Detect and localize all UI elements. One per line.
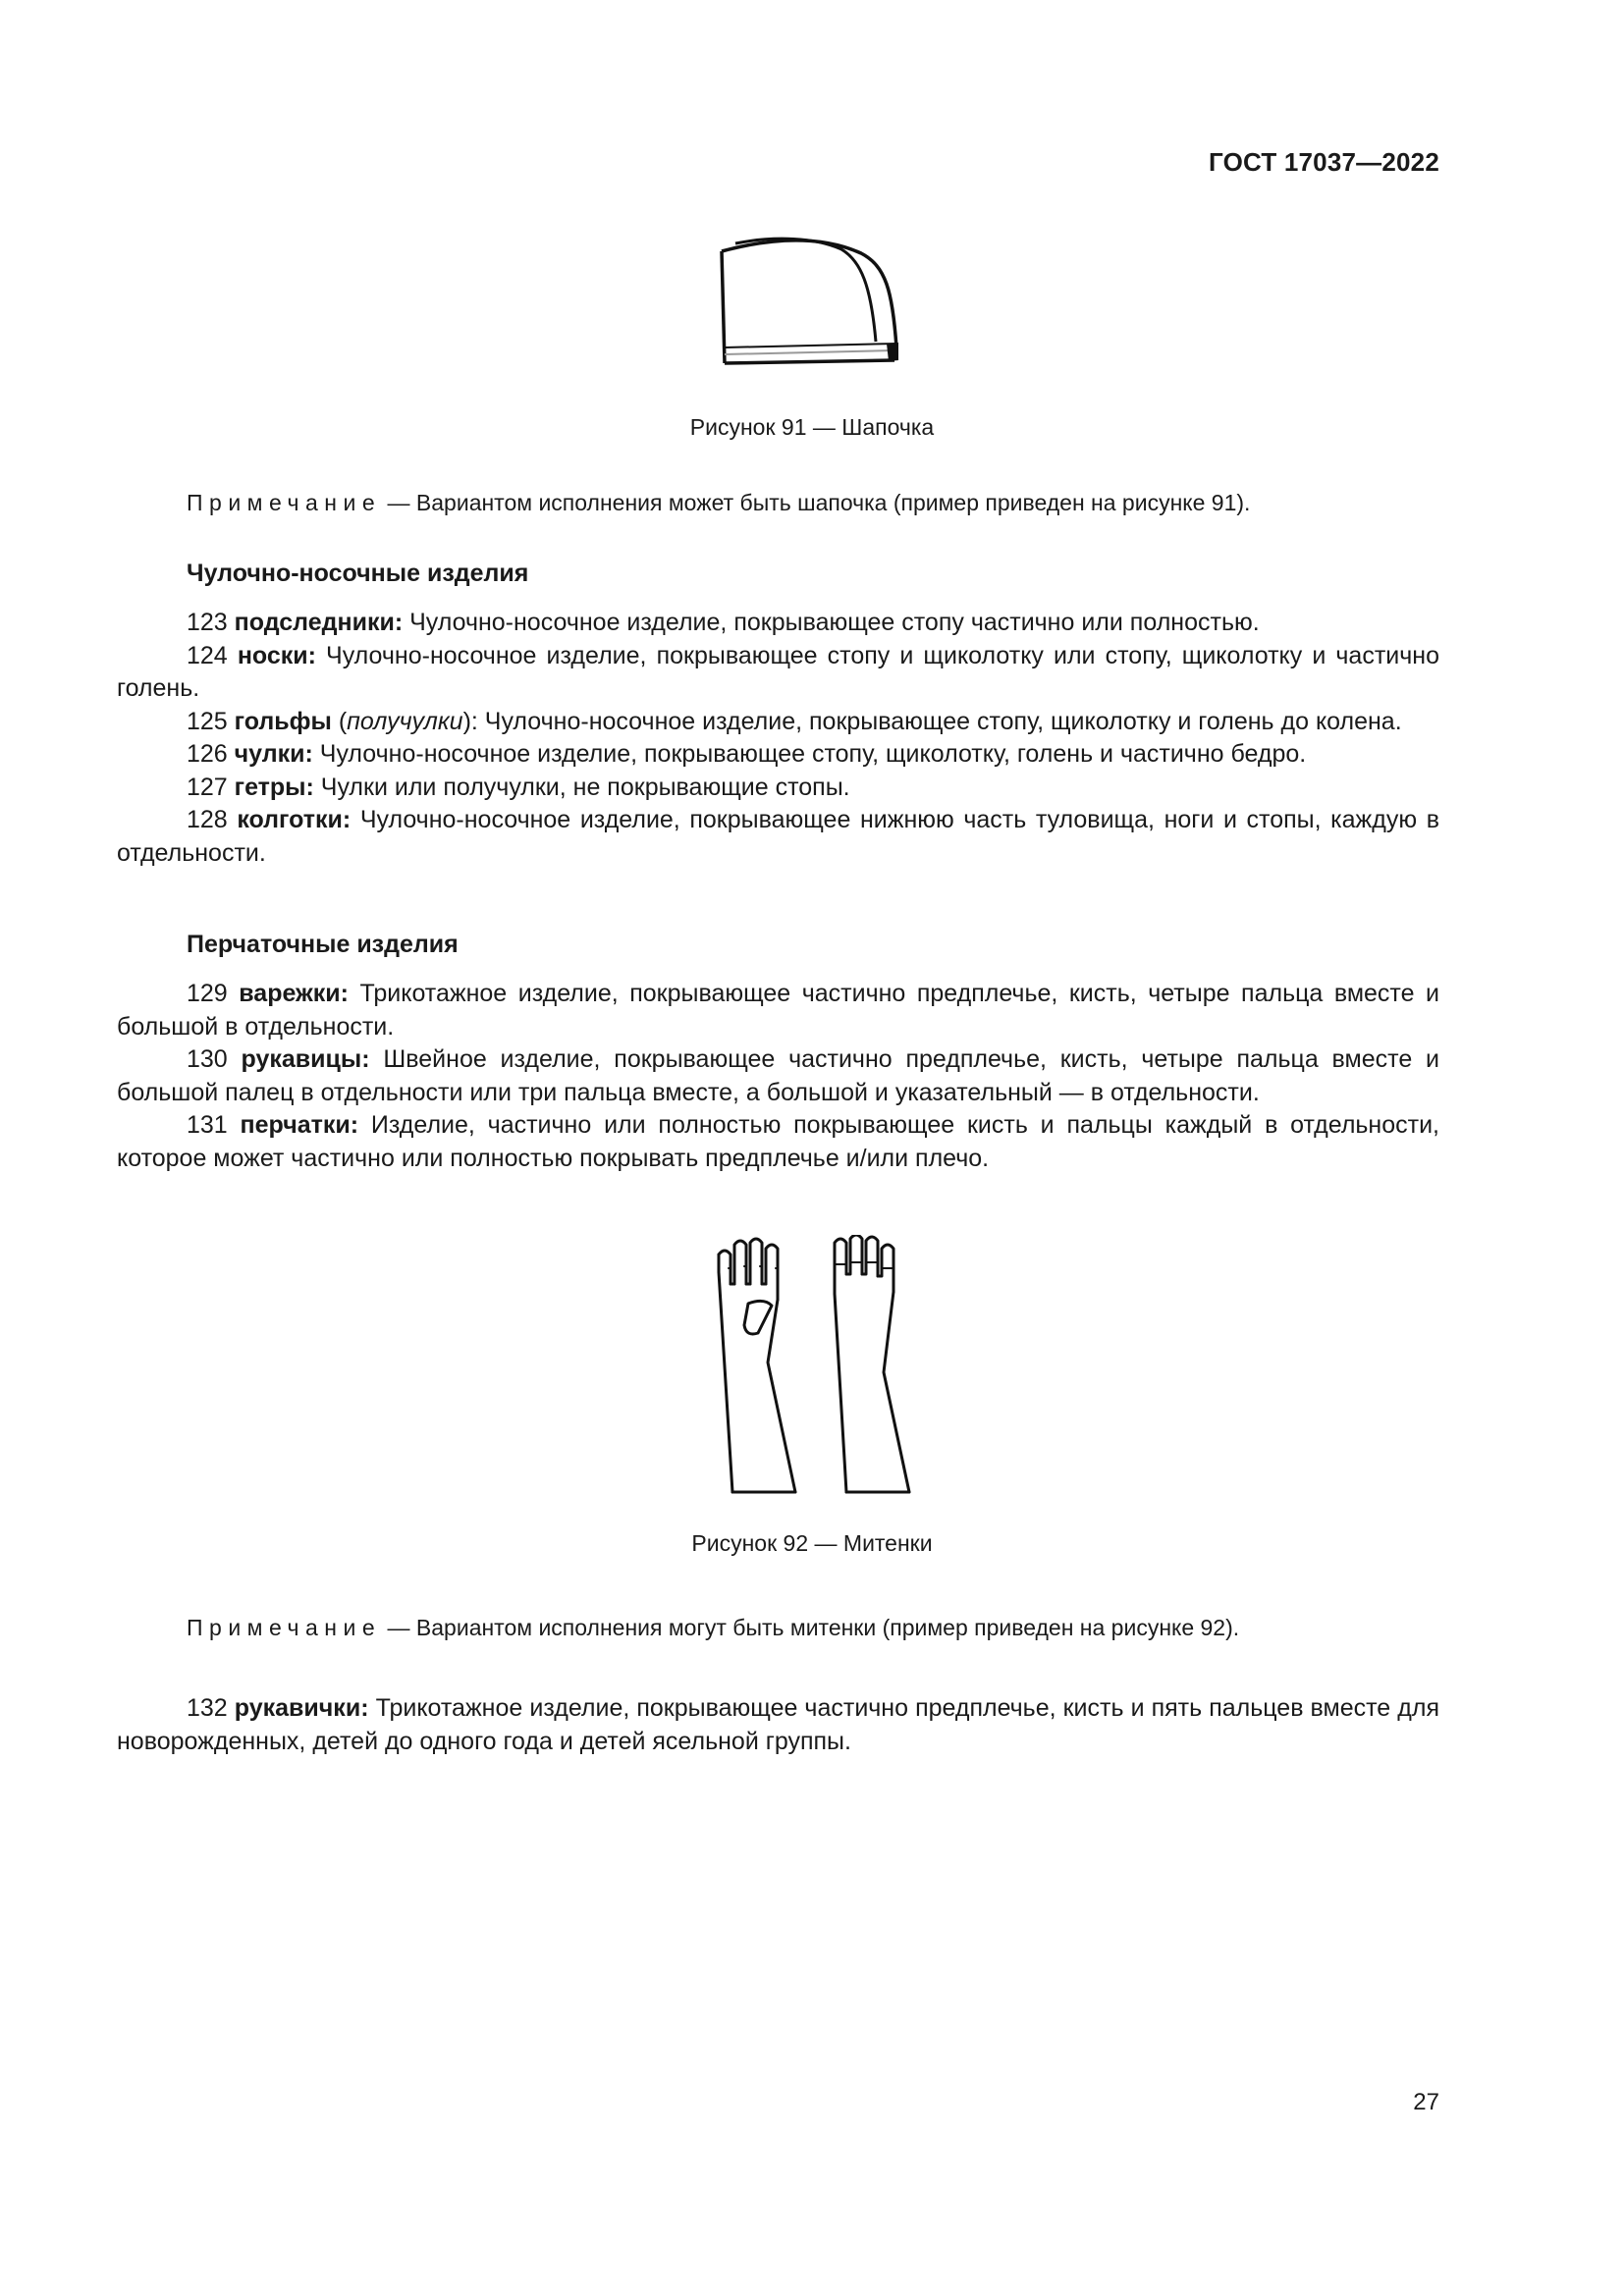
note-text: — Вариантом исполнения могут быть митенки (пример приведен на рисунке 92). xyxy=(381,1615,1240,1640)
document-standard-number: ГОСТ 17037—2022 xyxy=(1209,147,1439,177)
note-text: — Вариантом исполнения может быть шапочка (пример приведен на рисунке 91). xyxy=(381,490,1251,515)
term: чулки: xyxy=(234,740,313,768)
definition-item-127: 127 гетры: Чулки или получулки, не покрывающие стопы. xyxy=(187,773,850,801)
term: колготки: xyxy=(237,806,352,833)
term-synonym: получулки xyxy=(347,707,463,735)
definition-item-129: 129 варежки: Трикотажное изделие, покрывающее частично предплечье, кисть, четыре пальца вместе и большой в отдельности. xyxy=(117,980,1439,1041)
hosiery-definitions xyxy=(117,607,1439,870)
term: варежки: xyxy=(239,980,349,1007)
term: носки: xyxy=(237,641,316,669)
term: перчатки: xyxy=(240,1111,359,1139)
note-label: Примечание xyxy=(187,490,382,515)
note-label: Примечание xyxy=(187,1615,382,1640)
definition-item-130: 130 рукавицы: Швейное изделие, покрывающее частично предплечье, кисть, четыре пальца вместе и большой палец в отдельности или три пальца вместе, а большой и указательный — в отдельности. xyxy=(117,1045,1439,1106)
definition-item-123: 123 подследники: Чулочно-носочное изделие, покрывающее стопу частично или полностью. xyxy=(187,609,1260,636)
mitts-illustration xyxy=(709,1235,915,1496)
section-heading-hosiery: Чулочно-носочные изделия xyxy=(187,560,529,587)
term: подследники: xyxy=(234,609,404,636)
mittens-definition xyxy=(117,1692,1439,1758)
definition-item-128: 128 колготки: Чулочно-носочное изделие, покрывающее нижнюю часть туловища, ноги и стопы, каждую в отдельности. xyxy=(117,806,1439,867)
definition-item-131: 131 перчатки: Изделие, частично или полностью покрывающее кисть и пальцы каждый в отдельности, которое может частично или полностью покрывать предплечье и/или плечо. xyxy=(117,1111,1439,1172)
figure-caption: Рисунок 91 — Шапочка xyxy=(689,414,935,440)
definition-item-124: 124 носки: Чулочно-носочное изделие, покрывающее стопу и щиколотку или стопу, щиколотку и частично голень. xyxy=(117,641,1439,702)
term: рукавицы: xyxy=(241,1045,370,1073)
definition-item-125: 125 гольфы (получулки): Чулочно-носочное изделие, покрывающее стопу, щиколотку и голень до колена. xyxy=(187,707,1402,735)
note-figure-92 xyxy=(187,1615,1239,1641)
definition-item-126: 126 чулки: Чулочно-носочное изделие, покрывающее стопу, щиколотку, голень и частично бедро. xyxy=(187,740,1307,768)
figure-92 xyxy=(0,1235,1624,1557)
note-figure-91 xyxy=(187,490,1250,516)
term: рукавички: xyxy=(234,1694,369,1722)
term: гетры: xyxy=(234,773,314,801)
figure-caption: Рисунок 92 — Митенки xyxy=(691,1530,933,1556)
page-number: 27 xyxy=(1413,2089,1439,2115)
definition-item-132: 132 рукавички: Трикотажное изделие, покрывающее частично предплечье, кисть и пять пальцев вместе для новорожденных, детей до одного года и детей ясельной группы. xyxy=(117,1694,1439,1755)
term: гольфы xyxy=(234,707,332,735)
glove-definitions xyxy=(117,978,1439,1175)
section-heading-gloves: Перчаточные изделия xyxy=(187,931,459,958)
cap-illustration xyxy=(714,232,910,375)
figure-91 xyxy=(0,232,1624,441)
